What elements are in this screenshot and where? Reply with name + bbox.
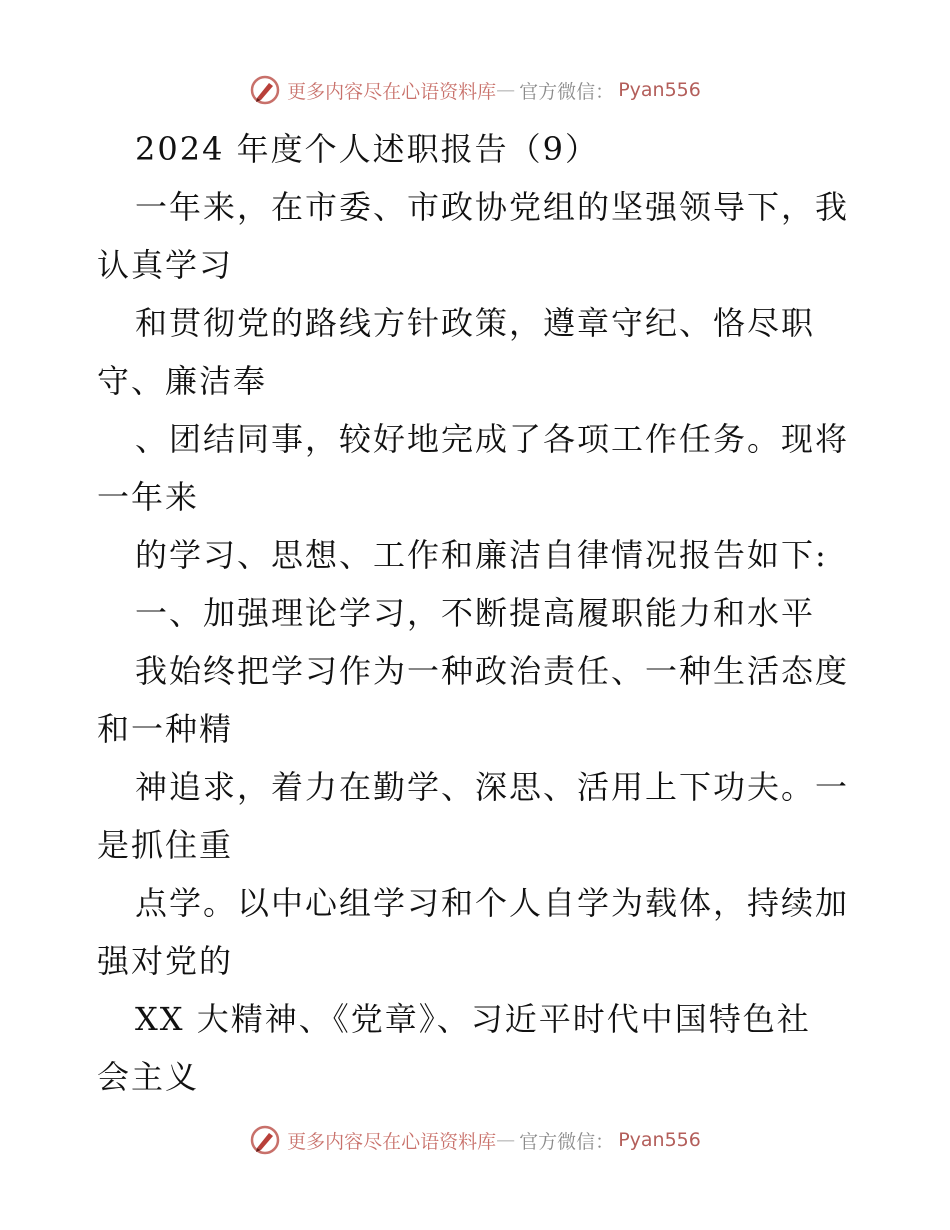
text-line: 神追求，着力在勤学、深思、活用上下功夫。一	[135, 768, 850, 806]
watermark-separator: —	[496, 79, 516, 101]
watermark-header	[0, 70, 950, 110]
text-line: 的学习、思想、工作和廉洁自律情况报告如下:	[135, 536, 828, 574]
watermark-id: Pyan556	[618, 79, 701, 101]
text-line: 认真学习	[97, 246, 234, 284]
text-line: 守、廉洁奉	[97, 362, 268, 400]
watermark-id: Pyan556	[618, 1129, 701, 1151]
watermark-footer	[0, 1120, 950, 1160]
pen-logo-icon	[249, 1124, 281, 1156]
text-line: 会主义	[97, 1058, 200, 1096]
text-line: 一年来，在市委、市政协党组的坚强领导下，我	[135, 188, 850, 226]
watermark-main-text: 更多内容尽在心语资料库	[287, 1130, 497, 1153]
text-line: XX 大精神、《党章》、习近平时代中国特色社	[135, 1000, 811, 1038]
watermark-label: 官方微信：	[519, 1130, 615, 1153]
document-title: 2024 年度个人述职报告（9）	[135, 130, 599, 168]
pen-logo-icon	[249, 74, 281, 106]
text-line: 强对党的	[97, 942, 234, 980]
text-line: 和一种精	[97, 710, 234, 748]
watermark-label: 官方微信：	[519, 80, 615, 103]
text-line: 、团结同事，较好地完成了各项工作任务。现将	[135, 420, 850, 458]
section-heading: 一、加强理论学习，不断提高履职能力和水平	[135, 594, 816, 632]
watermark-main-text: 更多内容尽在心语资料库	[287, 80, 497, 103]
text-line: 是抓住重	[97, 826, 234, 864]
text-line: 我始终把学习作为一种政治责任、一种生活态度	[135, 652, 850, 690]
watermark-separator: —	[496, 1129, 516, 1151]
text-line: 和贯彻党的路线方针政策，遵章守纪、恪尽职	[135, 304, 816, 342]
text-line: 点学。以中心组学习和个人自学为载体，持续加	[135, 884, 850, 922]
document-body	[97, 120, 857, 1106]
text-line: 一年来	[97, 478, 200, 516]
